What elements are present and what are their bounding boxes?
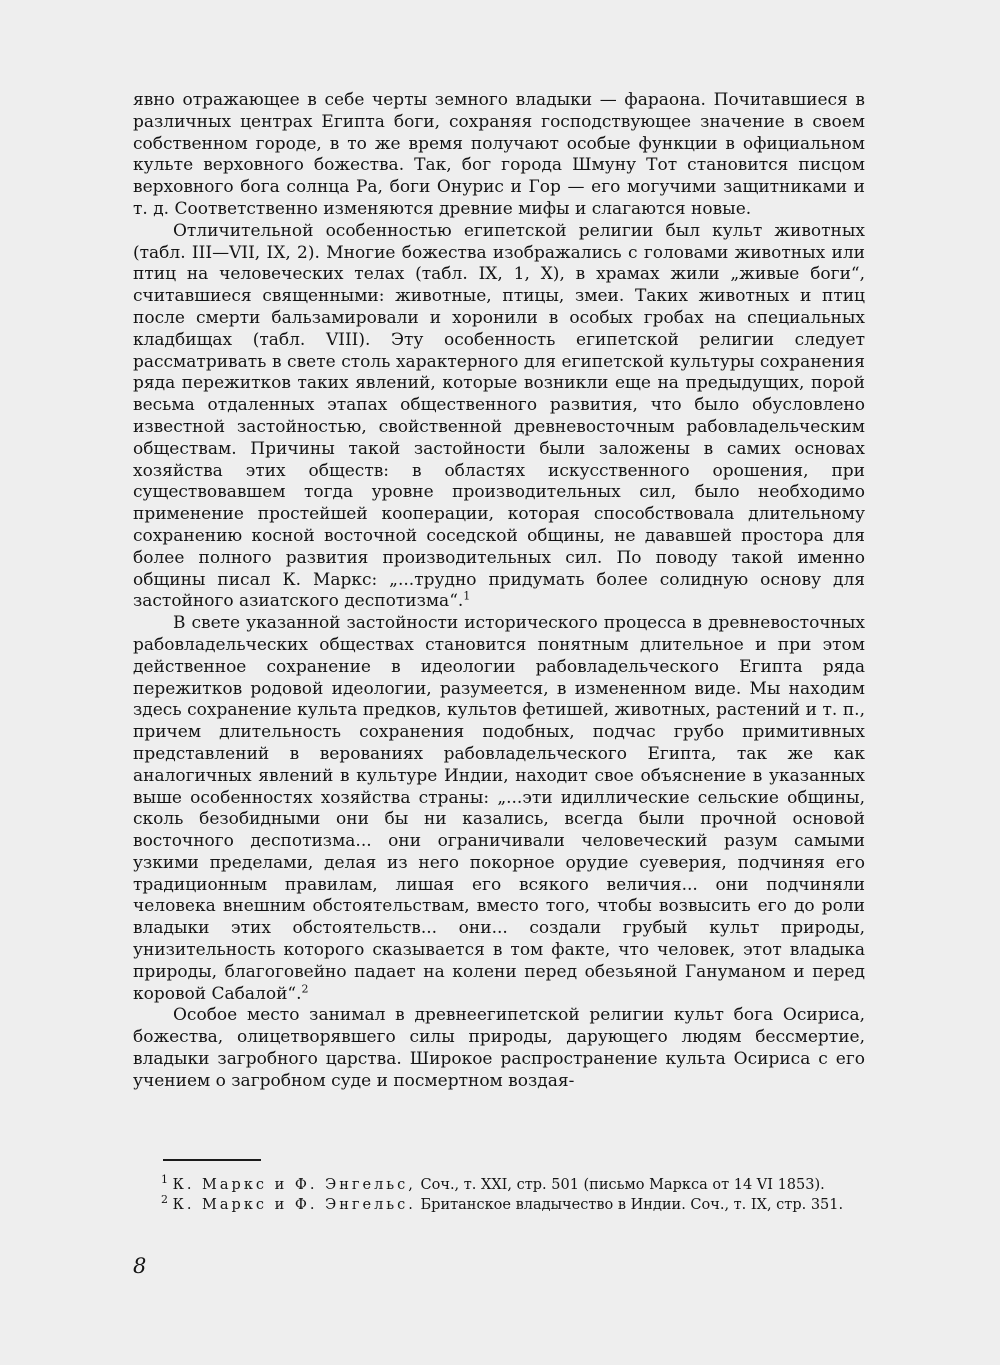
footnote-1 [133,1173,863,1194]
footnote-marker: 2 [161,1193,168,1207]
footnote-text: Британское владычество в Индии. Соч., т. IX, стр. 351. [420,1197,844,1213]
paragraph-1: явно отражающее в себе черты земного владыки — фараона. Почитавшиеся в различных центрах Египта боги, сохраняя господствующее значение в своем собственном городе, в то же время получают особые функции в официальном культе верховного божества. Так, бог города Шмуну Тот становится писцом верховного бога солнца Ра, боги Онурис и Гор — его могучими защитниками и т. д. Соответственно изменяются древние мифы и слагаются новые. [133,90,865,219]
paragraph-3: В свете указанной застойности исторического процесса в древневосточных рабовладельческих обществах становится понятным длительное и при этом действенное сохранение в идеологии рабовладельческого Египта ряда пережитков родовой идеологии, разумеется, в измененном виде. Мы находим здесь сохранение культа предков, культов фетишей, животных, растений и т. п., причем длительность сохранения подобных, подчас грубо примитивных представлений в верованиях рабовладельческого Египта, так же как аналогичных явлений в культуре Индии, находит свое объяснение в указанных выше особенностях хозяйства страны: „...эти идиллические сельские общины, сколь безобидными они бы ни казались, всегда были прочной основой восточного деспотизма... они ограничивали человеческий разум самыми узкими пределами, делая из него покорное орудие суеверия, подчиняя его традиционным правилам, лишая его всякого величия... они подчиняли человека внешним обстоятельствам, вместо того, чтобы возвысить его до роли владыки этих обстоятельств... они... создали грубый культ природы, унизительность которого сказывается в том факте, что человек, этот владыка природы, благоговейно падает на колени перед обезьяной Гануманом и перед коровой Сабалой“.$^2$ [133,613,865,1004]
footnote-2 [133,1193,863,1214]
page-number: 8 [133,1254,147,1278]
footnote-text: Соч., т. XXI, стр. 501 (письмо Маркса от 14 VI 1853). [420,1177,825,1193]
paragraph-4: Особое место занимал в древнеегипетской религии культ бога Осириса, божества, олицетворявшего силы природы, дарующего людям бессмертие, владыки загробного царства. Широкое распространение культа Осириса с его учением о загробном суде и посмертном воздая- [133,1005,865,1091]
main-text [133,90,865,1093]
footnote-author: К. Маркс и Ф. Энгельс, [172,1177,416,1193]
footnote-ref-2: 2 [301,982,309,996]
footnotes [133,1173,863,1216]
footnote-ref-1: 1 [463,589,471,603]
footnote-divider [163,1159,261,1161]
footnote-marker: 1 [161,1173,168,1187]
paragraph-2: Отличительной особенностью египетской религии был культ животных (табл. III—VII, IX, 2). Многие божества изображались с головами животных или птиц на человеческих телах (табл. IX, 1, X), в храмах жили „живые боги“, считавшиеся священными: животные, птицы, змеи. Таких животных и птиц после смерти бальзамировали и хоронили в особых гробах на специальных кладбищах (табл. VIII). Эту особенность египетской религии следует рассматривать в свете столь характерного для египетской культуры сохранения ряда пережитков таких явлений, которые возникли еще на предыдущих, порой весьма отдаленных этапах общественного развития, что было обусловлено известной застойностью, свойственной древневосточным рабовладельческим обществам. Причины такой застойности были заложены в самих основах хозяйства этих обществ: в областях искусственного орошения, при существовавшем тогда уровне производительных сил, было необходимо применение простейшей кооперации, которая способствовала длительному сохранению косной восточной соседской общины, не дававшей простора для более полного развития производительных сил. По поводу такой именно общины писал К. Маркс: „...трудно придумать более солидную основу для застойного азиатского деспотизма“.$^1$ [133,220,865,612]
footnote-author: К. Маркс и Ф. Энгельс. [172,1197,416,1213]
